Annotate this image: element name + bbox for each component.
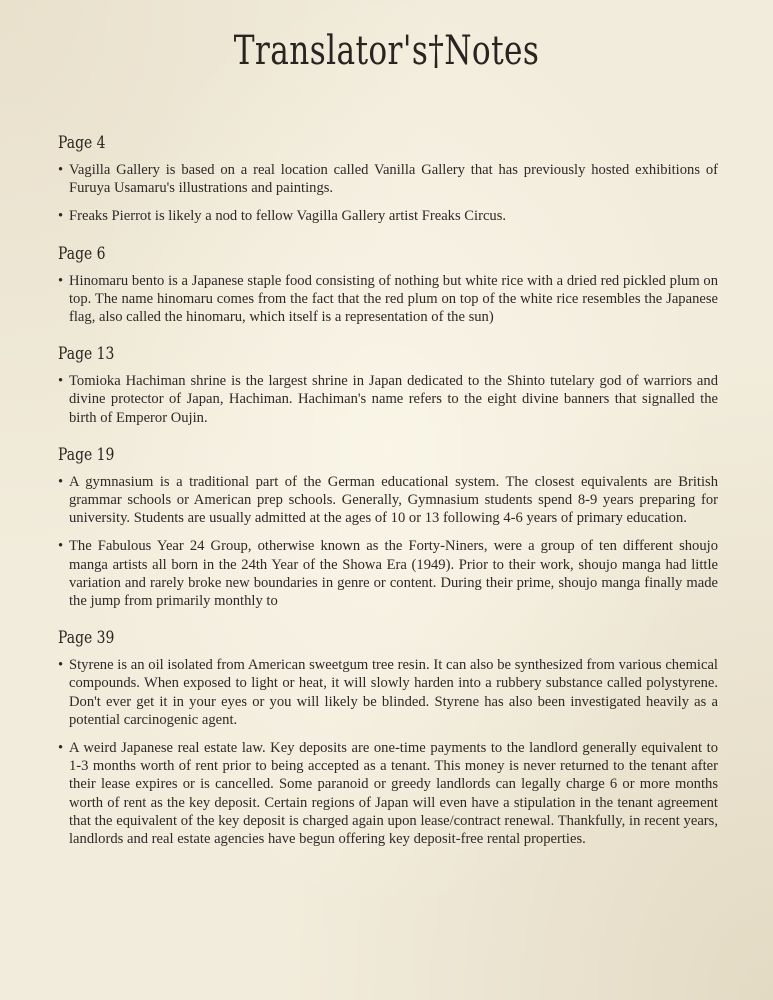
note-text: Tomioka Hachiman shrine is the largest shrine in Japan dedicated to the Shinto tutelary god of warriors and divine protector of Japan, Hachiman. Hachiman's name refers to the eight divine banners that signalled the birth of Emperor Oujin.: [69, 373, 718, 426]
note-item: [58, 739, 718, 848]
note-item: [58, 272, 718, 327]
note-text: Styrene is an oil isolated from American sweetgum tree resin. It can also be synthesized from various chemical compounds. When exposed to light or heat, it will slowly harden into a rubbery substance called polystyrene. Don't ever get it in your eyes or you will likely be blinded. Styrene has also been investigated heavily as a potential carcinogenic agent.: [69, 657, 718, 728]
bullet-icon: •: [58, 740, 64, 757]
bullet-icon: •: [58, 162, 64, 178]
section-heading: Page 6: [58, 243, 106, 264]
section-heading: Page 19: [58, 444, 115, 465]
note-item: [58, 656, 718, 729]
note-item: [58, 473, 718, 528]
section-page-39: [58, 628, 718, 848]
note-text: A gymnasium is a traditional part of the German educational system. The closest equivalents are British grammar schools or American prep schools. Generally, Gymnasium students spend 8-9 years preparing for university. Students are usually admitted at the ages of 10 or 13 following 4-6 years of primary education.: [69, 473, 718, 527]
note-text: The Fabulous Year 24 Group, otherwise known as the Forty-Niners, were a group of ten different shoujo manga artists all born in the 24th Year of the Showa Era (1949). Prior to their work, shoujo manga had little variation and rarely broke new boundaries in genre or content. During their prime, shoujo manga finally made the jump from primarily monthly to: [69, 538, 718, 610]
note-text: A weird Japanese real estate law. Key deposits are one-time payments to the landlord generally equivalent to 1-3 months worth of rent prior to being accepted as a tenant. This money is never returned to the tenant after their lease expires or is cancelled. Some paranoid or greedy landlords can legally charge 6 or more months worth of rent as the key deposit. Certain regions of Japan will even have a stipulation in the tenant agreement that the equivalent of the key deposit is charged again upon lease/contract renewal. Thankfully, in recent years, landlords and real estate agencies have begun offering key deposit-free rental properties.: [69, 740, 718, 848]
note-text: Vagilla Gallery is based on a real location called Vanilla Gallery that has previously hosted exhibitions of Furuya Usamaru's illustrations and paintings.: [69, 162, 718, 197]
bullet-icon: •: [58, 373, 64, 390]
note-item: [58, 207, 718, 225]
note-text: Hinomaru bento is a Japanese staple food consisting of nothing but white rice with a dried red pickled plum on top. The name hinomaru comes from the fact that the red plum on top of the white rice resembles the Japanese flag, also called the hinomaru, which itself is a representation of the sun): [69, 272, 718, 326]
bullet-icon: •: [58, 272, 64, 289]
section-page-19: [58, 445, 718, 610]
note-item: [58, 372, 718, 427]
section-heading: Page 13: [58, 344, 115, 365]
bullet-icon: •: [58, 538, 64, 555]
note-item: [58, 161, 718, 197]
bullet-icon: •: [58, 473, 64, 490]
section-page-6: [58, 244, 718, 327]
section-heading: Page 39: [58, 628, 115, 649]
page-title: Translator's†Notes: [233, 28, 540, 74]
notes-content: [58, 133, 718, 848]
bullet-icon: •: [58, 657, 64, 674]
section-page-4: [58, 133, 718, 226]
note-text: Freaks Pierrot is likely a nod to fellow Vagilla Gallery artist Freaks Circus.: [69, 208, 507, 225]
bullet-icon: •: [58, 208, 64, 225]
section-page-13: [58, 344, 718, 427]
note-item: [58, 537, 718, 610]
section-heading: Page 4: [58, 133, 106, 153]
